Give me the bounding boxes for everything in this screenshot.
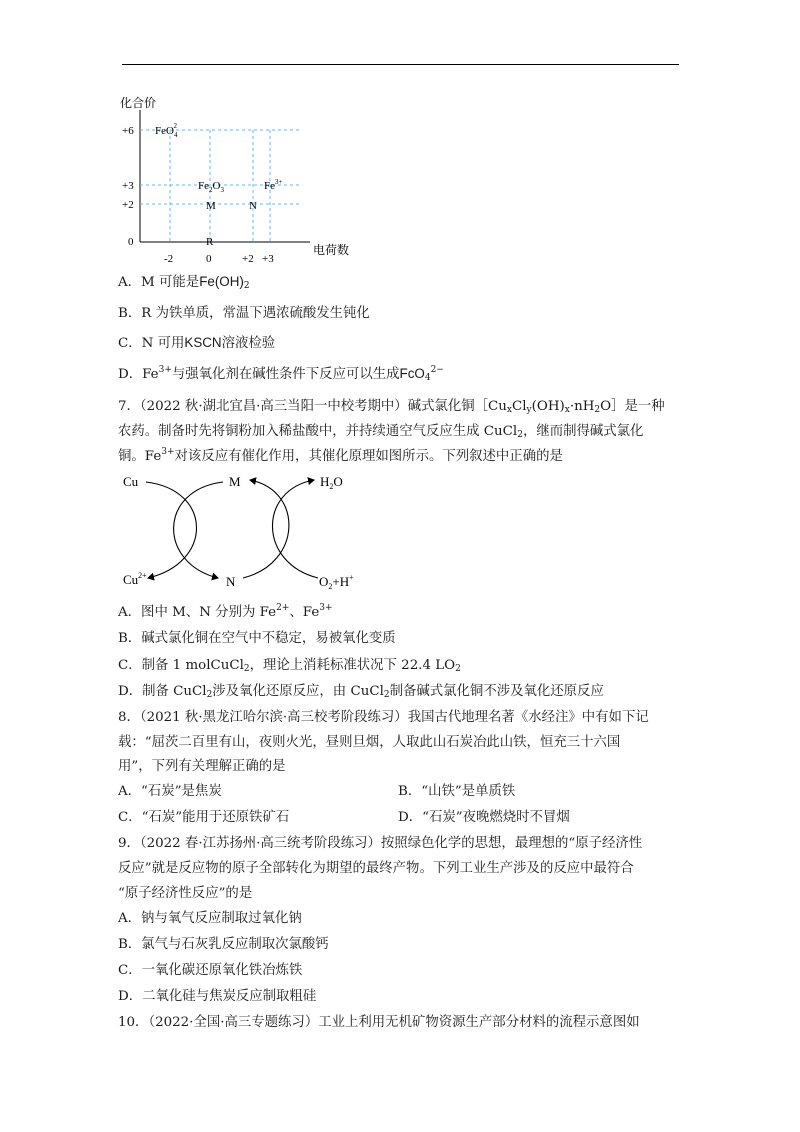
q7-stem-line3: 铜。$Fe^{3+}$对该反应有催化作用，其催化原理如图所示。下列叙述中正确的是 (118, 447, 563, 464)
q9-option-d: D．二氧化硅与焦炭反应制取粗硅 (118, 989, 317, 1004)
q7-option-b: B．碱式氯化铜在空气中不稳定，易被氧化变质 (118, 631, 396, 646)
q9-option-a: A．钠与氧气反应制取过氧化钠 (118, 911, 302, 926)
y-tick-label: 0 (128, 236, 134, 248)
q8-option-a: A．“石炭”是焦炭 (118, 784, 222, 799)
point-r: R (206, 236, 214, 248)
point-fe2o3: $Fe_2O_3$ (198, 180, 224, 194)
q6-option-c: C．N 可用KSCN溶液检验 (118, 335, 276, 351)
y-tick-label: +2 (122, 199, 134, 211)
q9-option-b: B．氯气与石灰乳反应制取次氯酸钙 (118, 937, 329, 952)
label-h2o: $H_2O$ (320, 474, 343, 491)
y-axis-label: 化合价 (120, 96, 157, 110)
q7-option-d: D．制备 CuCl$_2$涉及氧化还原反应，由 CuCl$_2$制备碱式氯化铜不涉及氧化还原反应 (118, 684, 604, 700)
q7-stem-line2: 农药。制备时先将铜粉加入稀盐酸中，并持续通空气反应生成 CuCl$_2$，继而制得碱式氯化 (118, 424, 644, 440)
label-cu2plus: $Cu^{2+}$ (123, 571, 147, 587)
q9-stem-line2: 反应”就是反应物的原子全部转化为期望的最终产物。下列工业生产涉及的反应中最符合 (118, 861, 634, 876)
header-rule (122, 64, 679, 65)
x-tick-label: +3 (262, 253, 274, 265)
q8-option-c: C．“石炭”能用于还原铁矿石 (118, 810, 290, 825)
point-fe3plus: $Fe^{3+}$ (264, 178, 283, 192)
x-tick-label: 0 (206, 253, 212, 265)
q6-option-d: D．$Fe^{3+}$与强氧化剂在碱性条件下反应可以生成FcO$_4^{2-}$ (118, 365, 444, 383)
label-cu: Cu (123, 474, 139, 489)
q8-stem-line3: 用”，下列有关理解正确的是 (118, 759, 286, 774)
q8-option-d: D．“石炭”夜晚燃烧时不冒烟 (398, 810, 570, 825)
label-m: M (229, 474, 241, 489)
q9-option-c: C．一氧化碳还原氧化铁冶炼铁 (118, 963, 303, 978)
q8-stem-line2: 载：“屈茨二百里有山，夜则火光，昼则旦烟，人取此山石炭冶此山铁，恒充三十六国 (118, 735, 621, 750)
catalysis-diagram (118, 468, 378, 598)
x-tick-label: +2 (242, 253, 254, 265)
q9-stem-line3: “原子经济性反应”的是 (118, 886, 253, 901)
label-o2-hplus: $O_2+H^+$ (319, 573, 354, 591)
q8-stem-line1: 8．（2021 秋·黑龙江哈尔滨·高三校考阶段练习）我国古代地理名著《水经注》中有如下记 (118, 710, 649, 725)
arc-o2-to-h2o (272, 480, 318, 578)
q7-stem-line1: 7．（2022 秋·湖北宜昌·高三当阳一中校考期中）碱式氯化铜$[Cu_xCl_y(OH)_x\cdot nH_2O]$是一种 (118, 399, 665, 415)
q7-option-c: C．制备 1 molCuCl$_2$，理论上消耗标准状况下 22.4 $LO_2$ (118, 658, 461, 674)
y-tick-label: +6 (122, 125, 134, 137)
point-n: N (249, 200, 257, 212)
x-axis-label: 电荷数 (313, 243, 350, 257)
valence-chart (110, 90, 370, 270)
q7-option-a: A．图中 M、N 分别为 $Fe^{2+}$、$Fe^{3+}$ (118, 603, 333, 620)
point-feo4: FeO$_4$2 (155, 122, 178, 139)
q6-option-b: B．R 为铁单质，常温下遇浓硫酸发生钝化 (118, 306, 370, 321)
q9-stem-line1: 9．（2022 春·江苏扬州·高三统考阶段练习）按照绿色化学的思想，最理想的“原子经济性 (118, 836, 643, 851)
arc-n-to-m (243, 480, 289, 578)
q8-option-b: B．“山铁”是单质铁 (398, 784, 516, 799)
q6-option-a: A．M 可能是$Fe(OH)_2$ (118, 274, 250, 291)
label-n: N (226, 574, 236, 589)
x-tick-label: -2 (164, 253, 174, 265)
point-m: M (206, 200, 216, 212)
q10-stem-line1: 10．（2022·全国·高三专题练习）工业上利用无机矿物资源生产部分材料的流程示意图如 (118, 1015, 640, 1030)
y-tick-label: +3 (122, 180, 134, 192)
